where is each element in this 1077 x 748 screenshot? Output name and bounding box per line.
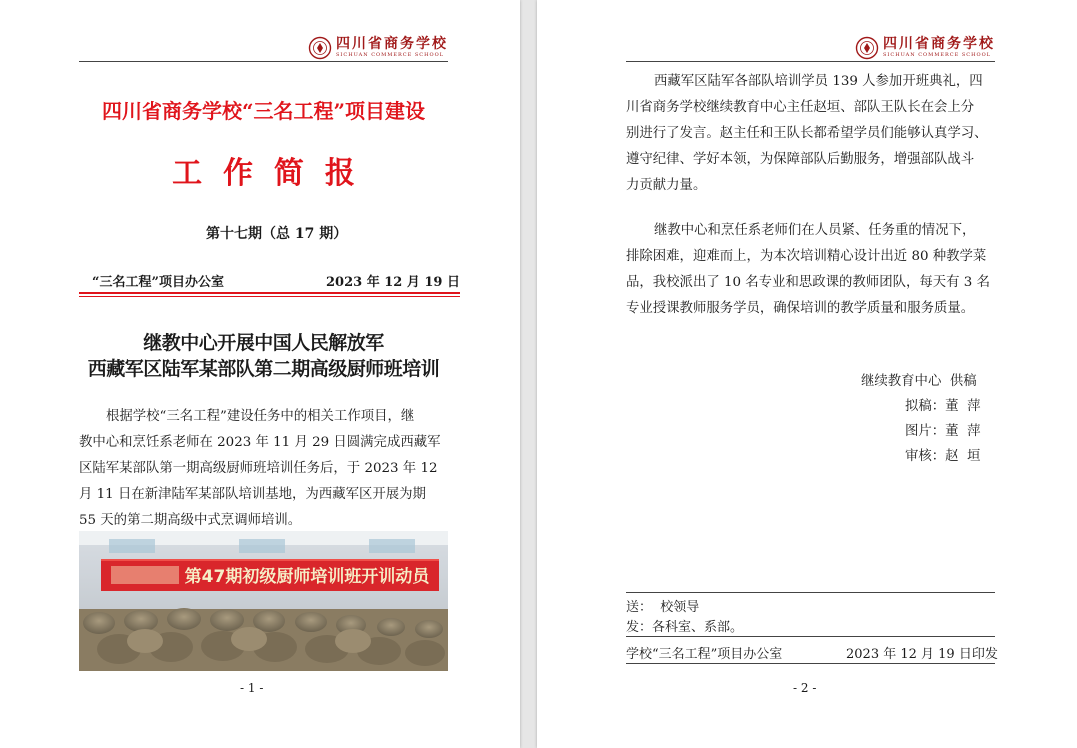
issuing-office: “三名工程”项目办公室 xyxy=(92,275,224,290)
page-number: - 2 - xyxy=(793,681,817,695)
school-name-en: SICHUAN COMMERCE SCHOOL xyxy=(336,52,444,58)
footer-rule-bottom xyxy=(626,663,995,664)
footer-print-date: 2023 年 12 月 19 日印发 xyxy=(846,647,998,662)
body-line: 继教中心和烹任系老师们在人员紧、任务重的情况下， xyxy=(654,223,976,238)
red-divider-thin xyxy=(79,296,460,297)
body-line: 力贡献力量。 xyxy=(626,178,707,193)
footer-rule-top xyxy=(626,592,995,593)
training-photo-illustration xyxy=(79,531,448,671)
red-divider-thick xyxy=(79,292,460,294)
page-number: - 1 - xyxy=(240,681,264,695)
document-page-1 xyxy=(0,0,520,748)
school-seal-icon xyxy=(855,36,879,60)
school-logo-header xyxy=(308,36,448,60)
body-line: 专业授课教师服务学员，确保培训的教学质量和服务质量。 xyxy=(626,301,975,316)
school-seal-icon xyxy=(308,36,332,60)
bulletin-masthead-title: 四川省商务学校“三名工程”项目建设 xyxy=(101,99,425,123)
body-line: 区陆军某部队第一期高级厨师班培训任务后，于 2023 年 12 xyxy=(79,461,438,476)
body-line: 排除困难，迎难而上，为本次培训精心设计出近 80 种教学菜 xyxy=(626,249,987,264)
issue-number: 第十七期（总 17 期） xyxy=(206,226,348,242)
issue-date: 2023 年 12 月 19 日 xyxy=(326,275,460,290)
body-line: 根据学校“三名工程”建设任务中的相关工作项目，继 xyxy=(106,409,415,424)
signature-source: 继续教育中心 供稿 xyxy=(861,374,977,389)
signature-draft: 拟稿：董 萍 xyxy=(905,399,981,414)
school-name-en: SICHUAN COMMERCE SCHOOL xyxy=(883,52,991,58)
footer-distribute: 发：各科室、系部。 xyxy=(626,620,744,635)
body-line: 川省商务学校继续教育中心主任赵垣、部队王队长在会上分 xyxy=(626,100,975,115)
banner-text: 第47期初级厨师培训班开训动员 xyxy=(184,567,430,587)
bulletin-masthead-subtitle: 工 作 简 报 xyxy=(172,156,355,191)
school-name-cn: 四川省商务学校 xyxy=(883,36,995,52)
school-name-cn: 四川省商务学校 xyxy=(336,36,448,52)
body-line: 遵守纪律、学好本领，为保障部队后勤服务，增强部队战斗 xyxy=(626,152,975,167)
school-logo-header xyxy=(855,36,995,60)
article-title-line-1: 继教中心开展中国人民解放军 xyxy=(143,332,384,354)
body-line: 西藏军区陆军各部队培训学员 139 人参加开班典礼，四 xyxy=(654,74,983,89)
body-line: 月 11 日在新津陆军某部队培训基地，为西藏军区开展为期 xyxy=(79,487,426,502)
footer-rule-mid xyxy=(626,636,995,637)
article-title-line-2: 西藏军区陆军某部队第二期高级厨师班培训 xyxy=(87,358,440,380)
signature-photo: 图片：董 萍 xyxy=(905,424,981,439)
body-line: 55 天的第二期高级中式烹调师培训。 xyxy=(79,513,302,528)
header-rule xyxy=(79,61,448,62)
signature-review: 审核：赵 垣 xyxy=(905,449,981,464)
body-line: 教中心和烹饪系老师在 2023 年 11 月 29 日圆满完成西藏军 xyxy=(79,435,441,450)
document-page-2 xyxy=(537,0,1077,748)
body-line: 品，我校派出了 10 名专业和思政课的教师团队，每天有 3 名 xyxy=(626,275,990,290)
header-rule xyxy=(626,61,995,62)
footer-send-to: 送： 校领导 xyxy=(626,600,700,615)
body-line: 别进行了发言。赵主任和王队长都希望学员们能够认真学习、 xyxy=(626,126,988,141)
footer-issuer: 学校“三名工程”项目办公室 xyxy=(626,647,783,662)
training-ceremony-photo xyxy=(79,531,448,671)
